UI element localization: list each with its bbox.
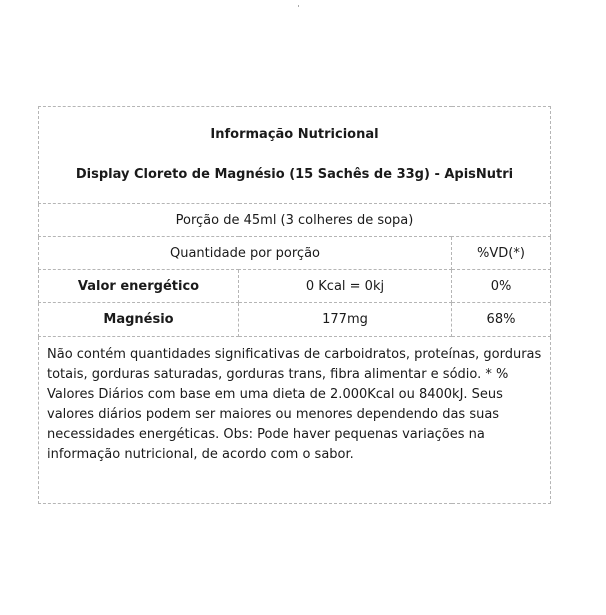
product-name: Display Cloreto de Magnésio (15 Sachês de 33g) - ApisNutri (75, 167, 514, 182)
nutrient-dv: 0% (452, 270, 551, 303)
nutrient-amount: 177mg (239, 303, 452, 337)
note-row (39, 337, 551, 504)
table-title: Informação Nutricional (210, 127, 379, 142)
table-row (39, 270, 551, 303)
title-cell (39, 107, 551, 204)
top-mark: ˙ (296, 5, 301, 16)
nutrition-facts-table (38, 106, 551, 504)
column-header-row (39, 237, 551, 270)
nutrient-name: Magnésio (39, 303, 239, 337)
serving-row (39, 204, 551, 237)
title-row (39, 107, 551, 204)
nutrient-amount: 0 Kcal = 0kj (239, 270, 452, 303)
nutrient-dv: 68% (452, 303, 551, 337)
nutrient-name: Valor energético (39, 270, 239, 303)
table-row (39, 303, 551, 337)
footnote-text: Não contém quantidades significativas de carboidratos, proteínas, gorduras totais, gorduras saturadas, gorduras trans, fibra alimentar e sódio. * % Valores Diários com base em uma dieta de 2.000Kcal ou 8400kJ. Seus valores diários podem ser maiores ou menores dependendo das suas necessidades energéticas. Obs: Pode haver pequenas variações na informação nutricional, de acordo com o sabor. (39, 337, 551, 504)
dv-header: %VD(*) (452, 237, 551, 270)
quantity-header: Quantidade por porção (39, 237, 452, 270)
serving-size: Porção de 45ml (3 colheres de sopa) (39, 204, 551, 237)
